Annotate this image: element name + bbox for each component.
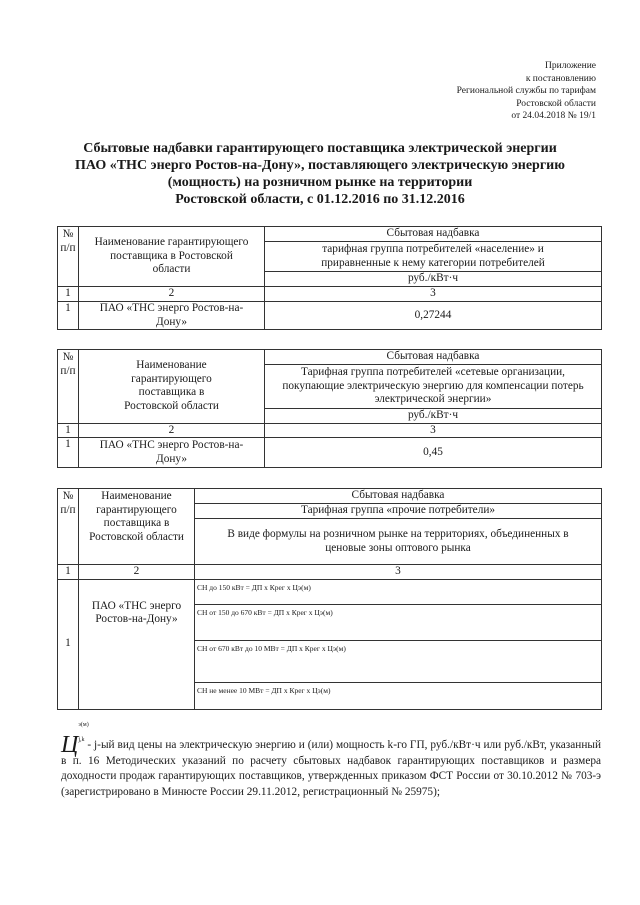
- index-cell: 1: [58, 565, 79, 580]
- appendix-line: к постановлению: [525, 73, 596, 84]
- index-cell: 3: [265, 287, 602, 302]
- index-cell: 3: [265, 423, 602, 438]
- unit-cell: руб./кВт·ч: [265, 272, 602, 287]
- index-cell: 1: [58, 423, 79, 438]
- index-cell: 2: [79, 423, 265, 438]
- formula-cell: СН от 670 кВт до 10 МВт = ДП х Крег х Цэ(м): [195, 640, 602, 682]
- num-label: №: [62, 490, 74, 502]
- appendix-header: [457, 60, 596, 123]
- supplier-name-header: Наименование гарантирующего поставщика в Ростовской области: [79, 350, 265, 424]
- supplier-name-header: Наименование гарантирующего поставщика в Ростовской области: [79, 227, 265, 287]
- title-line: (мощность) на розничном рынке на территории: [167, 175, 473, 190]
- num-header-cell: [58, 227, 79, 287]
- tariff-table-population: [57, 226, 602, 330]
- formula-description: В виде формулы на розничном рынке на территориях, объединенных в ценовые зоны оптового рынка: [195, 519, 602, 565]
- footnote-text: - j-ый вид цены на электрическую энергию и (или) мощность k-го ГП, руб./кВт·ч или руб./кВт, указанный в п. 16 Методических указаний по расчету сбытовых надбавок гарантирующих поставщиков и размера доходности продаж гарантирующих поставщиков, утвержденных приказом ФСТ России от 30.10.2012 № 703-э (зарегистрировано в Минюсте России 29.11.2012, регистрационный № 25975);: [61, 739, 601, 798]
- formula-cell: СН не менее 10 МВт = ДП х Крег х Цэ(м): [195, 682, 602, 709]
- markup-value: 0,45: [265, 438, 602, 468]
- markup-header: Сбытовая надбавка: [265, 350, 602, 365]
- price-symbol: Ц: [61, 732, 79, 758]
- index-cell: 2: [79, 565, 195, 580]
- supplier-name: ПАО «ТНС энерго Ростов-на-Дону»: [79, 438, 265, 468]
- formula-cell: СН от 150 до 670 кВт = ДП х Крег х Цэ(м): [195, 604, 602, 640]
- num-label: №: [62, 228, 74, 240]
- symbol-subscript: j,k: [78, 737, 85, 743]
- num-label: №: [62, 351, 74, 363]
- row-number: 1: [58, 438, 79, 468]
- markup-header: Сбытовая надбавка: [195, 489, 602, 504]
- appendix-line: Региональной службы по тарифам: [456, 86, 596, 96]
- formula-cell: СН до 150 кВт = ДП х Крег х Цэ(м): [195, 579, 602, 604]
- appendix-line: от 24.04.2018 № 19/1: [511, 111, 596, 121]
- pp-label: п/п: [60, 364, 76, 377]
- num-header-cell: [58, 350, 79, 424]
- symbol-indices: [78, 722, 89, 744]
- index-cell: 3: [195, 565, 602, 580]
- symbol-superscript: э(м): [78, 722, 89, 728]
- markup-header: Сбытовая надбавка: [265, 227, 602, 242]
- num-header-cell: [58, 489, 79, 565]
- consumer-group: Тарифная группа потребителей «сетевые организации, покупающие электрическую энергию для компенсации потерь электрической энергии»: [265, 365, 602, 409]
- footnote: [61, 722, 601, 800]
- index-cell: 2: [79, 287, 265, 302]
- consumer-group: Тарифная группа «прочие потребители»: [195, 504, 602, 519]
- document-title: [50, 140, 590, 208]
- tariff-table-other-consumers: [57, 488, 602, 710]
- unit-cell: руб./кВт·ч: [265, 409, 602, 424]
- tariff-table-grid-orgs: [57, 349, 602, 468]
- supplier-name: ПАО «ТНС энерго Ростов-на-Дону»: [79, 579, 195, 709]
- pp-label: п/п: [60, 241, 76, 254]
- row-number: 1: [58, 302, 79, 330]
- markup-value: 0,27244: [265, 302, 602, 330]
- title-line: Ростовской области, с 01.12.2016 по 31.12.2016: [175, 192, 465, 207]
- supplier-name-header: Наименование гарантирующего поставщика в Ростовской области: [79, 489, 195, 565]
- row-number: 1: [58, 579, 79, 709]
- index-cell: 1: [58, 287, 79, 302]
- appendix-line: Ростовской области: [516, 98, 596, 109]
- pp-label: п/п: [60, 503, 76, 516]
- supplier-name: ПАО «ТНС энерго Ростов-на-Дону»: [79, 302, 265, 330]
- title-line: Сбытовые надбавки гарантирующего поставщика электрической энергии: [83, 141, 557, 156]
- consumer-group: тарифная группа потребителей «население» и приравненные к нему категории потребителей: [265, 242, 602, 272]
- title-line: ПАО «ТНС энерго Ростов-на-Дону», поставляющего электрическую энергию: [75, 158, 565, 173]
- appendix-line: Приложение: [545, 61, 596, 71]
